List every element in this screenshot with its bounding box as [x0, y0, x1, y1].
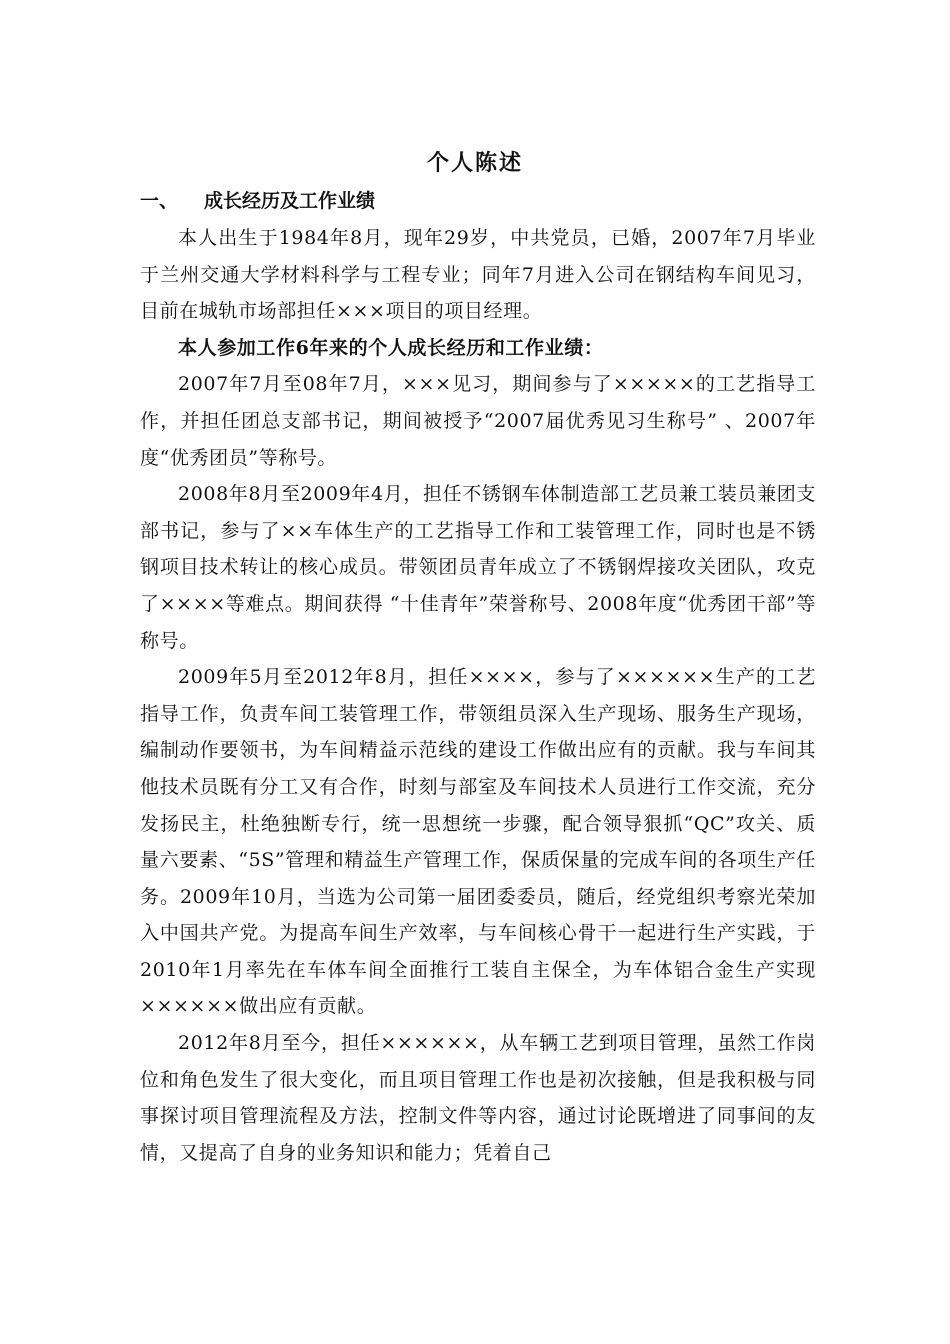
body-text [140, 220, 816, 1171]
paragraph-lead: 本人参加工作6年来的个人成长经历和工作业绩： [178, 336, 604, 359]
paragraph-2008: 2008年8月至2009年4月，担任不锈钢车体制造部工艺员兼工装员兼团支部书记，参与了××车体生产的工艺指导工作和工装管理工作，同时也是不锈钢项目技术转让的核心成员。带领团员青年成立了不锈钢焊接攻关团队，攻克了××××等难点。期间获得 “十佳青年”荣誉称号、2008年度“优秀团干部”等称号。 [140, 483, 816, 652]
paragraph-2007: 2007年7月至08年7月，×××见习，期间参与了×××××的工艺指导工作，并担任团总支部书记，期间被授予“2007届优秀见习生称号” 、2007年度“优秀团员”等称号。 [140, 373, 816, 469]
section-title: 成长经历及工作业绩 [204, 190, 376, 212]
section-number: 一、 [140, 190, 179, 212]
paragraph-2009: 2009年5月至2012年8月，担任××××，参与了××××××生产的工艺指导工作，负责车间工装管理工作，带领组员深入生产现场、服务生产现场，编制动作要领书，为车间精益示范线的建设工作做出应有的贡献。我与车间其他技术员既有分工又有合作，时刻与部室及车间技术人员进行工作交流，充分发扬民主，杜绝独断专行，统一思想统一步骤，配合领导狠抓“QC”攻关、质量六要素、“5S”管理和精益生产管理工作，保质保量的完成车间的各项生产任务。2009年10月，当选为公司第一届团委委员，随后，经党组织考察光荣加入中国共产党。为提高车间生产效率，与车间核心骨干一起进行生产实践，于2010年1月率先在车体车间全面推行工装自主保全，为车体铝合金生产实现××××××做出应有贡献。 [140, 666, 816, 1018]
section-heading [140, 186, 375, 213]
document-title: 个人陈述 [426, 150, 523, 176]
paragraph-personal-info: 本人出生于1984年8月，现年29岁，中共党员，已婚，2007年7月毕业于兰州交通大学材料科学与工程专业；同年7月进入公司在钢结构车间见习，目前在城轨市场部担任×××项目的项目经理。 [140, 227, 816, 323]
paragraph-2012: 2012年8月至今，担任××××××，从车辆工艺到项目管理，虽然工作岗位和角色发生了很大变化，而且项目管理工作也是初次接触，但是我积极与同事探讨项目管理流程及方法，控制文件等内容，通过讨论既增进了同事间的友情，又提高了自身的业务知识和能力；凭着自己 [140, 1032, 816, 1164]
